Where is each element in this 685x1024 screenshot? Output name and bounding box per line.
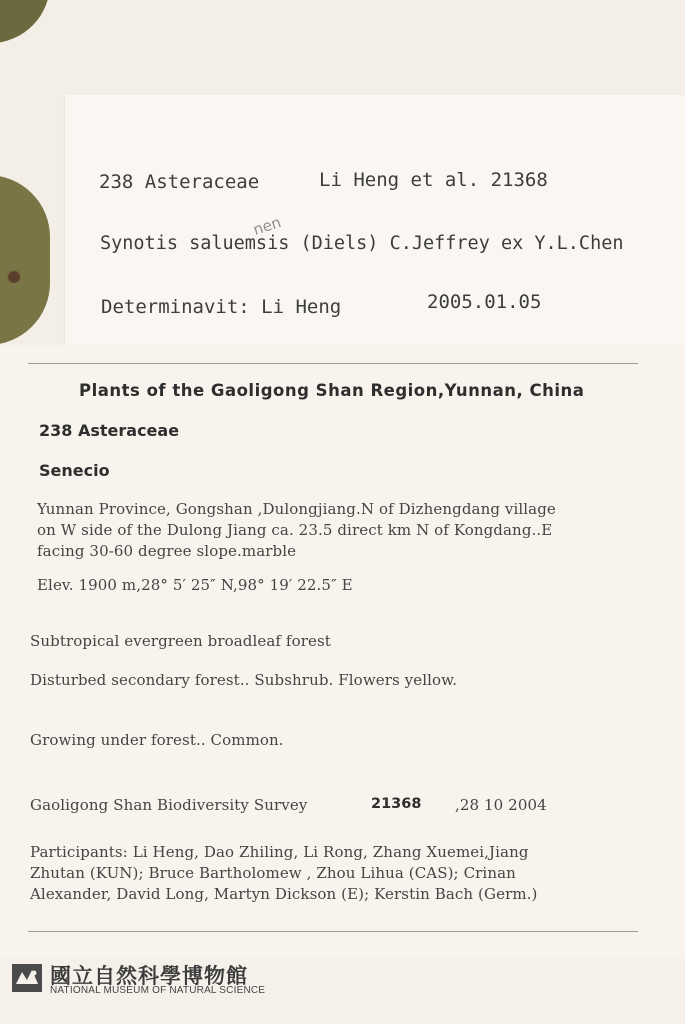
- leaf-specimen-fragment: [0, 0, 61, 49]
- bottom-divider: [28, 931, 638, 932]
- label-family: 238 Asteraceae: [39, 421, 180, 440]
- participants-line: Participants: Li Heng, Dao Zhiling, Li Rong, Zhang Xuemei,Jiang: [30, 843, 529, 861]
- locality-line: Yunnan Province, Gongshan ,Dulongjiang.N of Dizhengdang village: [37, 500, 556, 518]
- museum-name-chinese: 國立自然科學博物館: [50, 964, 248, 988]
- handwritten-correction: nen: [250, 213, 284, 239]
- label-genus: Senecio: [39, 461, 110, 480]
- label-title: Plants of the Gaoligong Shan Region,Yunnan, China: [79, 381, 585, 400]
- vegetation: Subtropical evergreen broadleaf forest: [30, 632, 331, 650]
- det-taxon-name: Synotis saluemsis (Diels) C.Jeffrey ex Y.L.Chen: [100, 233, 624, 254]
- specimen-label: [0, 345, 685, 958]
- participants-line: Alexander, David Long, Martyn Dickson (E); Kerstin Bach (Germ.): [30, 885, 538, 903]
- notes: Disturbed secondary forest.. Subshrub. Flowers yellow.: [30, 671, 458, 689]
- det-determinavit: Determinavit: Li Heng: [101, 296, 342, 318]
- elevation-coordinates: Elev. 1900 m,28° 5′ 25″ N,98° 19′ 22.5″ E: [37, 576, 353, 594]
- museum-footer: [0, 958, 685, 1024]
- det-collector: Li Heng et al. 21368: [319, 169, 548, 191]
- collection-number: 21368: [371, 796, 422, 812]
- locality-line: on W side of the Dulong Jiang ca. 23.5 direct km N of Kongdang..E: [37, 521, 553, 539]
- det-family: 238 Asteraceae: [99, 171, 260, 193]
- museum-logo-icon: [12, 964, 42, 992]
- museum-name-english: NATIONAL MUSEUM OF NATURAL SCIENCE: [50, 985, 266, 996]
- leaf-specimen-fragment: [0, 175, 50, 345]
- participants-line: Zhutan (KUN); Bruce Bartholomew , Zhou Lihua (CAS); Crinan: [30, 864, 516, 882]
- det-date: 2005.01.05: [427, 291, 542, 313]
- collection-date: ,28 10 2004: [455, 796, 547, 814]
- habitat: Growing under forest.. Common.: [30, 731, 284, 749]
- top-divider: [28, 363, 638, 364]
- survey-name: Gaoligong Shan Biodiversity Survey: [30, 796, 308, 814]
- locality-line: facing 30-60 degree slope.marble: [37, 542, 297, 560]
- determination-label: [65, 95, 685, 347]
